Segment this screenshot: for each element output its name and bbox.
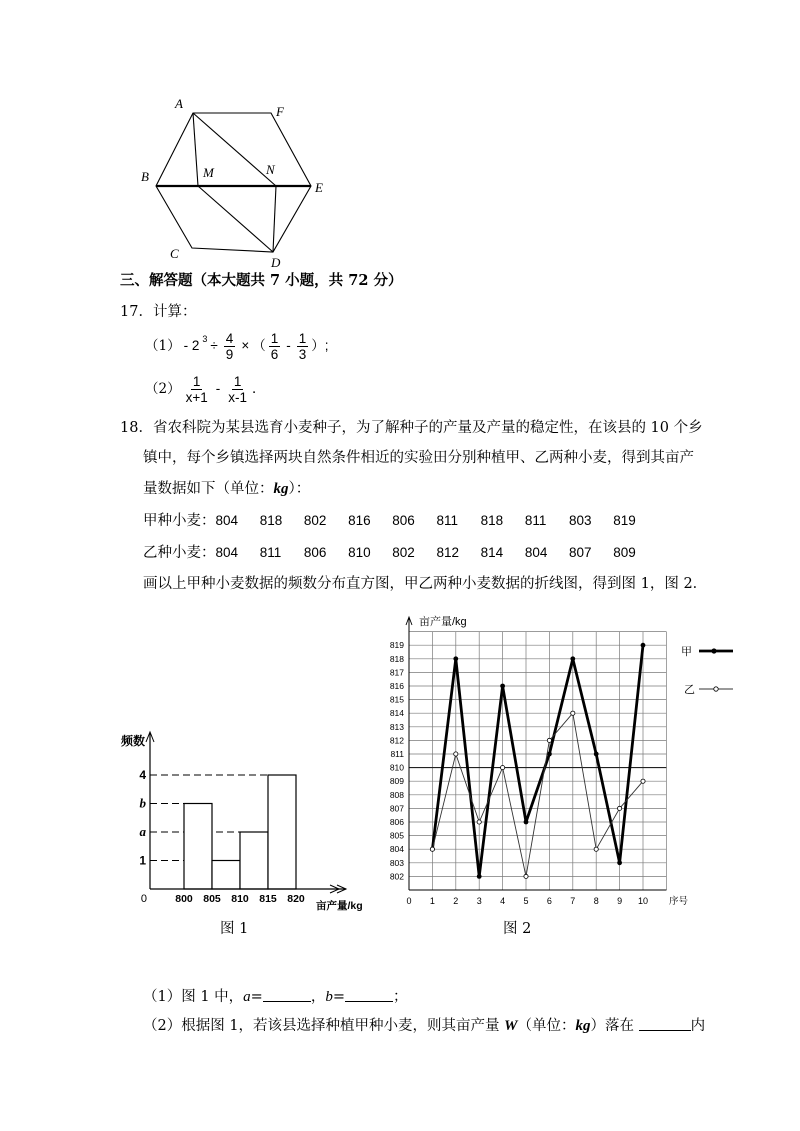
- data-point-yi: [501, 766, 505, 770]
- data-value: 819: [613, 513, 636, 528]
- part-number: （2）: [145, 381, 181, 397]
- hexagon-figure: [130, 90, 330, 272]
- answer-blank-a: [263, 986, 311, 1002]
- y-axis-title: 频数: [121, 734, 146, 748]
- x-tick-label: 8: [593, 896, 599, 906]
- variable-w: W: [504, 1018, 518, 1034]
- data-value: 810: [348, 545, 371, 560]
- data-point-yi: [618, 806, 622, 810]
- q18-line-3: [143, 479, 310, 499]
- y-tick-label: 817: [389, 667, 404, 678]
- y-tick-label: 4: [139, 768, 146, 782]
- minus-sign: -: [215, 381, 221, 396]
- data-value: 804: [215, 545, 239, 560]
- data-point-yi: [641, 779, 645, 783]
- x-tick-label: 2: [453, 896, 459, 906]
- jia-data-row: [143, 511, 657, 531]
- q18-line-1: 18．省农科院为某县选育小麦种子，为了解种子的产量及产量的稳定性，在该县的 10 个乡: [120, 420, 703, 436]
- x-tick-label: 805: [203, 893, 221, 905]
- y-tick-label: 819: [389, 640, 404, 651]
- data-value: 811: [436, 513, 458, 528]
- histogram-bar: [240, 832, 268, 889]
- q17-part2: [145, 372, 266, 406]
- data-value: 802: [303, 513, 327, 528]
- fraction-1-over-x-plus-1: [184, 374, 210, 405]
- vertex-label-c: C: [170, 246, 179, 261]
- vertex-label-b: B: [141, 169, 149, 184]
- vertex-label-d: D: [271, 255, 281, 270]
- data-point-yi: [594, 847, 598, 851]
- y-tick-label: 808: [389, 789, 404, 800]
- q18-line-2: 镇中，每个乡镇选择两块自然条件相近的实验田分别种植甲、乙两种小麦，得到其亩产: [143, 450, 694, 466]
- histogram-bar: [184, 804, 212, 890]
- y-tick-label: 814: [389, 708, 404, 719]
- q18-sub1: [143, 986, 407, 1007]
- q17-part1: [145, 329, 329, 363]
- y-tick-label: 816: [389, 681, 404, 691]
- q18-sub2: [143, 1015, 705, 1036]
- data-value: 811: [259, 545, 282, 560]
- x-tick-label: 7: [570, 896, 576, 906]
- data-value: 803: [569, 513, 592, 528]
- part-number: （1）: [145, 338, 181, 354]
- fraction-1-6: [269, 331, 281, 362]
- data-value: 818: [259, 513, 283, 528]
- unit-open: （单位：: [517, 1018, 576, 1034]
- times-sign: ×: [241, 338, 250, 353]
- data-value: 812: [436, 545, 459, 560]
- fraction-4-9: [224, 331, 236, 362]
- separator: ，: [310, 989, 326, 1005]
- y-tick-label: 805: [389, 830, 404, 841]
- vertex-label-f: F: [276, 104, 284, 119]
- sub2-end: 内: [690, 1018, 706, 1034]
- data-point-jia: [477, 874, 482, 879]
- y-tick-label: 803: [389, 857, 404, 868]
- vertex-label-a: A: [175, 96, 183, 111]
- data-point-jia: [641, 643, 646, 648]
- legend-label-jia: 甲: [681, 646, 692, 658]
- legend-label-yi: 乙: [684, 684, 695, 696]
- legend-marker-yi: [714, 687, 718, 691]
- numerator: 1: [233, 373, 242, 389]
- y-tick-label: 802: [389, 871, 404, 882]
- numerator: 1: [192, 373, 201, 389]
- data-point-yi: [524, 874, 528, 878]
- data-value: 804: [215, 513, 239, 528]
- y-tick-label: b: [139, 795, 146, 811]
- y-tick-label: a: [139, 824, 146, 839]
- data-point-yi: [454, 752, 458, 756]
- sub2-prefix: （2）根据图 1，若该县选择种植甲种小麦，则其亩产量: [143, 1018, 505, 1034]
- equals-sign: =: [250, 989, 263, 1005]
- x-tick-label: 4: [500, 896, 506, 906]
- data-point-yi: [477, 820, 481, 824]
- y-tick-label: 812: [389, 735, 404, 746]
- y-tick-label: 810: [389, 762, 404, 773]
- denominator: 6: [270, 346, 279, 362]
- x-tick-label: 6: [546, 896, 552, 906]
- histogram-bar: [212, 861, 240, 890]
- x-tick-label: 0: [406, 896, 412, 906]
- y-tick-label: 806: [389, 817, 404, 827]
- x-tick-label: 5: [523, 896, 529, 906]
- unit-close: ）落在: [590, 1018, 639, 1034]
- yi-data-row: [143, 543, 657, 563]
- numerator: 1: [298, 330, 307, 346]
- y-tick-label: 809: [389, 776, 404, 787]
- line-text-end: ）：: [288, 481, 311, 497]
- denominator: x+1: [185, 389, 208, 405]
- y-tick-label: 813: [389, 721, 404, 732]
- data-value: 814: [480, 545, 504, 560]
- exponent: 3: [202, 334, 208, 344]
- data-value: 818: [480, 513, 504, 528]
- data-value: 806: [392, 513, 415, 528]
- data-value: 811: [524, 513, 547, 528]
- x-tick-label: 800: [175, 893, 193, 905]
- segment-am: [193, 113, 198, 186]
- data-value: 809: [613, 545, 636, 560]
- y-tick-label: 807: [389, 803, 404, 814]
- divide-sign: ÷: [210, 338, 218, 353]
- x-tick-label: 9: [617, 896, 623, 906]
- data-value: 806: [303, 545, 327, 560]
- data-point-jia: [570, 656, 575, 661]
- variable-a: a: [243, 989, 251, 1005]
- x-tick-label: 815: [259, 893, 277, 905]
- histogram-figure: [110, 725, 375, 915]
- line-text: 量数据如下（单位：: [143, 481, 274, 497]
- legend-marker-jia: [711, 648, 716, 653]
- segment-nd: [273, 186, 276, 252]
- y-axis-title: 亩产量/kg: [419, 616, 467, 628]
- closing: ）;: [311, 338, 329, 353]
- data-point-jia: [594, 752, 599, 757]
- fraction-1-3: [297, 331, 309, 362]
- histogram-bar: [268, 775, 296, 889]
- variable-b: b: [325, 989, 333, 1005]
- fraction-1-over-x-minus-1: [226, 374, 249, 405]
- y-tick-label: 1: [139, 853, 146, 868]
- left-paren: （: [252, 338, 266, 353]
- data-point-yi: [547, 738, 551, 742]
- denominator: x-1: [228, 389, 248, 405]
- data-value: 816: [348, 513, 371, 528]
- q17-title: 17．计算：: [120, 304, 197, 320]
- numerator: 4: [225, 330, 234, 346]
- equals-sign: =: [332, 989, 345, 1005]
- origin-label: 0: [140, 893, 147, 905]
- lead-term: - 2: [183, 338, 200, 353]
- q18-instruction: 画以上甲种小麦数据的频数分布直方图，甲乙两种小麦数据的折线图，得到图 1，图 2．: [143, 576, 708, 592]
- x-axis-title: 亩产量/kg: [316, 900, 363, 912]
- x-tick-label: 10: [637, 896, 649, 906]
- figure-2-caption: 图 2: [503, 921, 532, 937]
- row-label: 甲种小麦：: [143, 513, 216, 529]
- answer-blank-b: [345, 986, 393, 1002]
- data-value: 804: [524, 545, 548, 560]
- section-header: 三、解答题（本大题共 7 小题，共 72 分）: [120, 272, 403, 289]
- data-point-jia: [617, 860, 622, 865]
- x-tick-label: 3: [476, 896, 482, 906]
- denominator: 9: [225, 346, 234, 362]
- figure-1-caption: 图 1: [220, 921, 249, 937]
- numerator: 1: [270, 330, 279, 346]
- data-point-jia: [500, 684, 505, 689]
- answer-blank-range: [639, 1015, 691, 1031]
- data-point-yi: [571, 711, 575, 715]
- x-tick-label: 820: [287, 893, 305, 905]
- point-label-n: N: [266, 162, 275, 177]
- row-label: 乙种小麦：: [143, 545, 216, 561]
- x-axis-title: 序号: [669, 896, 689, 907]
- data-value: 807: [569, 545, 592, 560]
- y-tick-label: 804: [389, 844, 404, 855]
- x-tick-label: 810: [231, 893, 249, 905]
- line-chart-figure: [380, 605, 740, 910]
- y-tick-label: 818: [389, 653, 404, 664]
- minus-sign: -: [286, 338, 291, 353]
- vertex-label-e: E: [315, 180, 323, 195]
- denominator: 3: [298, 346, 307, 362]
- data-value: 802: [392, 545, 415, 560]
- y-tick-label: 811: [390, 749, 404, 759]
- data-point-jia: [453, 656, 458, 661]
- series-line-jia: [432, 645, 643, 876]
- unit-kg: kg: [575, 1018, 591, 1034]
- segment-md: [198, 186, 273, 252]
- y-tick-label: 815: [389, 694, 404, 705]
- data-point-yi: [430, 847, 434, 851]
- closing: ．: [252, 381, 266, 396]
- point-label-m: M: [203, 165, 214, 180]
- hexagon-outline: [156, 113, 311, 252]
- data-point-jia: [524, 820, 529, 825]
- unit-kg: kg: [273, 481, 289, 497]
- x-tick-label: 1: [429, 896, 435, 906]
- sub1-prefix: （1）图 1 中，: [143, 989, 244, 1005]
- sub1-end: ；: [392, 989, 408, 1005]
